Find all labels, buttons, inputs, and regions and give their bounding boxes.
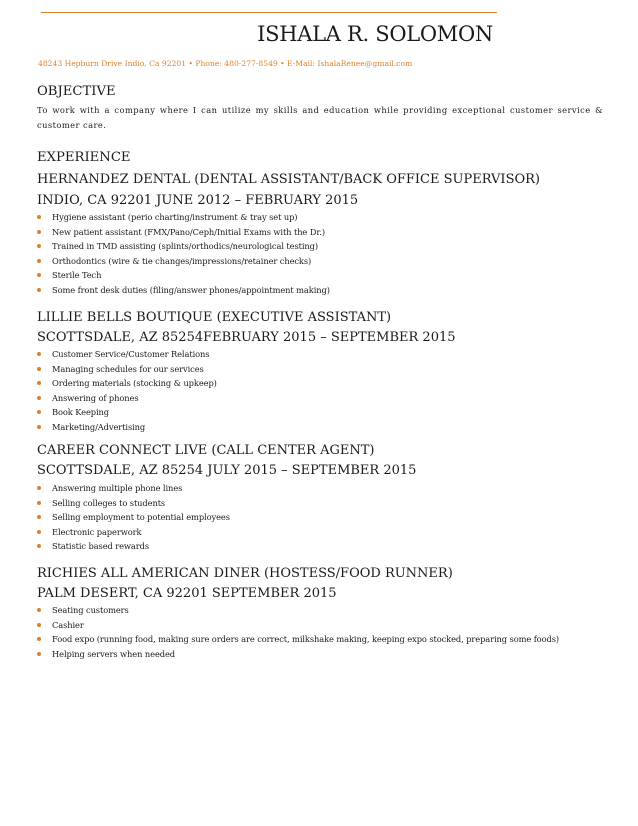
bullet-icon bbox=[37, 259, 41, 263]
bullet-text: Selling colleges to students bbox=[52, 497, 166, 508]
list-item bbox=[37, 647, 605, 662]
list-item bbox=[37, 632, 604, 647]
job-title: CAREER CONNECT LIVE (CALL CENTER AGENT) bbox=[37, 443, 375, 458]
bullet-text: Book Keeping bbox=[52, 407, 109, 417]
list-item bbox=[37, 496, 605, 511]
list-item bbox=[37, 347, 605, 362]
job-location-dates: SCOTTSDALE, AZ 85254FEBRUARY 2015 – SEPTEMBER 2015 bbox=[37, 330, 456, 345]
bullet-text: Answering multiple phone lines bbox=[52, 483, 183, 493]
list-item bbox=[37, 283, 605, 298]
job-title: RICHIES ALL AMERICAN DINER (HOSTESS/FOOD RUNNER) bbox=[37, 566, 453, 581]
list-item bbox=[37, 525, 605, 540]
bullet-icon bbox=[37, 396, 41, 400]
list-item bbox=[37, 268, 605, 283]
bullet-text: Statistic based rewards bbox=[52, 541, 150, 551]
bullet-icon bbox=[37, 623, 41, 627]
job-title: LILLIE BELLS BOUTIQUE (EXECUTIVE ASSISTANT) bbox=[37, 310, 392, 325]
list-item bbox=[37, 420, 605, 435]
bullet-text: Managing schedules for our services bbox=[52, 363, 204, 374]
bullet-icon bbox=[37, 352, 41, 356]
list-item bbox=[37, 210, 605, 225]
bullet-icon bbox=[37, 244, 41, 248]
bullet-text: Marketing/Advertising bbox=[52, 421, 146, 432]
bullet-text: Orthodontics (wire & tie changes/impressions/retainer checks) bbox=[52, 255, 312, 266]
bullet-icon bbox=[37, 501, 41, 505]
bullet-text: Selling employment to potential employees bbox=[52, 512, 230, 522]
bullet-icon bbox=[37, 544, 41, 548]
list-item bbox=[37, 481, 605, 496]
bullet-text: Electronic paperwork bbox=[52, 526, 142, 537]
bullet-icon bbox=[37, 608, 41, 612]
bullet-icon bbox=[37, 530, 41, 534]
list-item bbox=[37, 225, 605, 240]
list-item bbox=[37, 510, 605, 525]
bullet-icon bbox=[37, 367, 41, 371]
list-item bbox=[37, 376, 605, 391]
bullet-text: Some front desk duties (filing/answer phones/appointment making) bbox=[52, 284, 330, 295]
list-item bbox=[37, 239, 605, 254]
list-item bbox=[37, 603, 605, 618]
list-item bbox=[37, 362, 605, 377]
bullet-icon bbox=[37, 637, 41, 641]
bullet-icon bbox=[37, 215, 41, 219]
bullet-text: Helping servers when needed bbox=[52, 648, 175, 659]
experience-heading: EXPERIENCE bbox=[37, 150, 131, 165]
applicant-name: ISHALA R. SOLOMON bbox=[257, 22, 493, 46]
bullet-text: Trained in TMD assisting (splints/orthodics/neurological testing) bbox=[52, 241, 318, 251]
job-location-dates: PALM DESERT, CA 92201 SEPTEMBER 2015 bbox=[37, 586, 337, 601]
list-item bbox=[37, 254, 605, 269]
bullet-text: Answering of phones bbox=[52, 392, 139, 403]
bullet-icon bbox=[37, 230, 41, 234]
job-bullets bbox=[37, 603, 605, 661]
job-location-dates: INDIO, CA 92201 JUNE 2012 – FEBRUARY 2015 bbox=[37, 193, 359, 208]
bullet-icon bbox=[37, 410, 41, 414]
bullet-text: Sterile Tech bbox=[52, 270, 102, 280]
list-item bbox=[37, 539, 605, 554]
job-location-dates: SCOTTSDALE, AZ 85254 JULY 2015 – SEPTEMBER 2015 bbox=[37, 463, 417, 478]
bullet-text: Hygiene assistant (perio charting/instrument & tray set up) bbox=[52, 212, 298, 222]
bullet-icon bbox=[37, 486, 41, 490]
bullet-text: Customer Service/Customer Relations bbox=[52, 349, 210, 359]
bullet-icon bbox=[37, 288, 41, 292]
bullet-icon bbox=[37, 652, 41, 656]
contact-line: 48243 Hepburn Drive Indio, Ca 92201 • Phone: 480-277-8549 • E-Mail: IshalaRenee@gmail.com bbox=[38, 59, 413, 68]
bullet-text: New patient assistant (FMX/Pano/Ceph/Initial Exams with the Dr.) bbox=[52, 226, 325, 237]
job-bullets bbox=[37, 210, 605, 297]
list-item bbox=[37, 405, 605, 420]
bullet-text: Food expo (running food, making sure orders are correct, milkshake making, keeping expo stocked, preparing some foods) bbox=[52, 634, 559, 644]
header-rule bbox=[41, 12, 497, 13]
bullet-icon bbox=[37, 515, 41, 519]
bullet-icon bbox=[37, 273, 41, 277]
job-bullets bbox=[37, 481, 605, 554]
bullet-text: Ordering materials (stocking & upkeep) bbox=[52, 378, 217, 388]
job-title: HERNANDEZ DENTAL (DENTAL ASSISTANT/BACK OFFICE SUPERVISOR) bbox=[37, 172, 540, 187]
bullet-icon bbox=[37, 381, 41, 385]
objective-text: To work with a company where I can utilize my skills and education while providing exceptional customer service & customer care. bbox=[37, 105, 603, 130]
list-item bbox=[37, 391, 605, 406]
bullet-icon bbox=[37, 425, 41, 429]
bullet-text: Cashier bbox=[52, 619, 84, 630]
job-bullets bbox=[37, 347, 605, 434]
bullet-text: Seating customers bbox=[52, 605, 129, 615]
objective-heading: OBJECTIVE bbox=[37, 84, 116, 99]
list-item bbox=[37, 618, 605, 633]
